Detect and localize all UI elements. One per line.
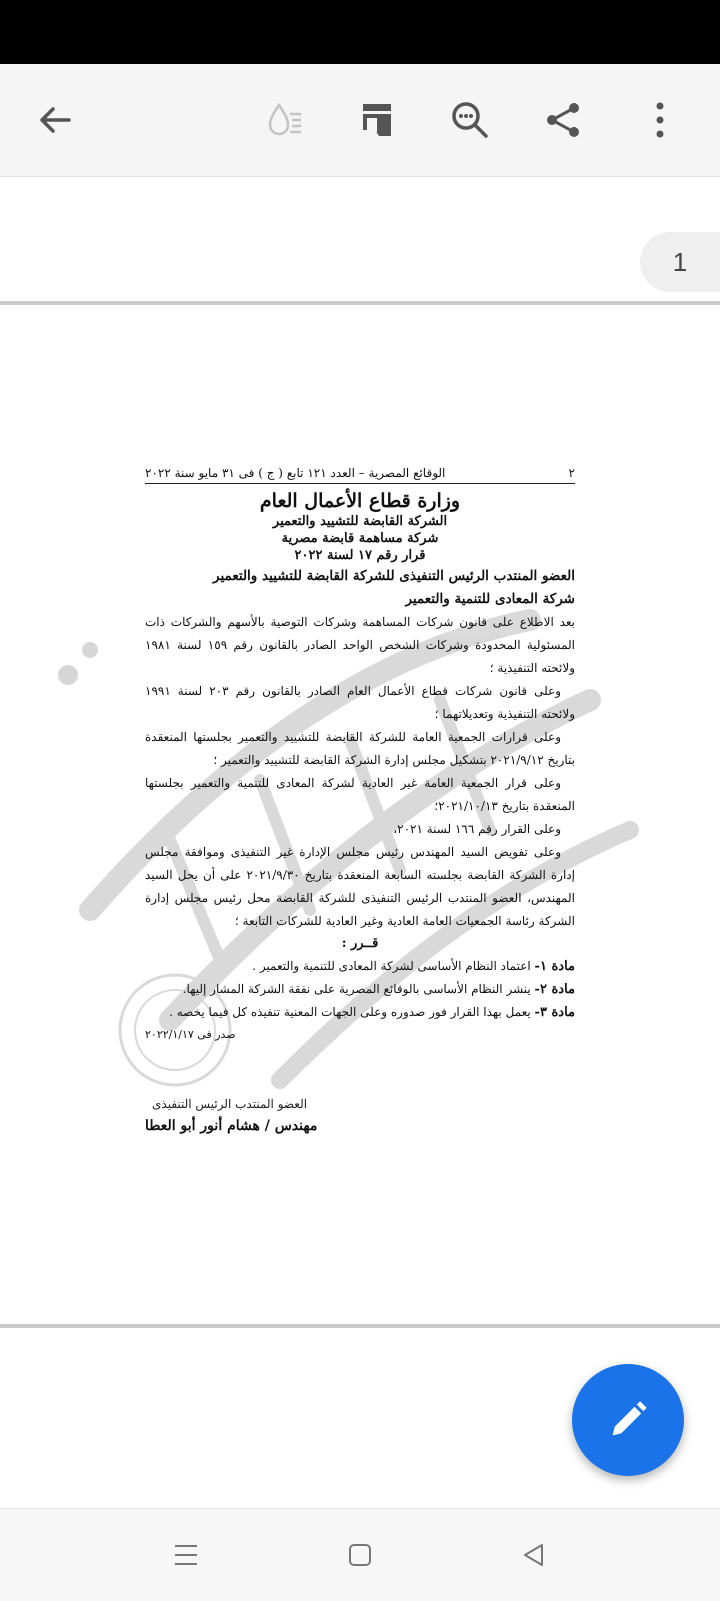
edit-pencil-icon: [606, 1398, 650, 1442]
running-header: [145, 466, 575, 484]
page-layout-icon: [357, 100, 397, 140]
preamble-paragraph: وعلى قرار الجمعية العامة غير العادية لشركة المعادى للتنمية والتعمير بجلستها المنعقدة بتاريخ ٢٠٢١/١٠/١٣؛: [145, 776, 575, 813]
page-layout-button[interactable]: [347, 90, 407, 150]
decision-number: قرار رقم ١٧ لسنة ٢٠٢٢: [294, 548, 426, 563]
article-1: [145, 955, 575, 978]
home-square-icon: [346, 1541, 374, 1569]
signature-name: مهندس / هشام أنور أبو العطا: [145, 1118, 318, 1134]
preamble-paragraph: وعلى قانون شركات قطاع الأعمال العام الصادر بالقانون رقم ٢٠٣ لسنة ١٩٩١ ولائحته التنفيذية وتعديلاتهما ؛: [145, 684, 575, 721]
article-label: مادة ٢-: [534, 982, 575, 997]
article-text: اعتماد النظام الأساسى لشركة المعادى للتنمية والتعمير .: [252, 959, 535, 973]
back-button[interactable]: [25, 90, 85, 150]
preamble-paragraph: وعلى قرارات الجمعية العامة للشركة القابضة للتشييد والتعمير بجلستها المنعقدة بتاريخ ٢٠٢١/٩/١٢ بتشكيل مجلس إدارة الشركة القابضة للتشييد والتعمير ؛: [145, 730, 575, 767]
article-label: مادة ٣-: [534, 1005, 575, 1020]
holding-company-name: الشركة القابضة للتشييد والتعمير: [272, 514, 448, 529]
page-separator-top: [0, 301, 720, 305]
article-label: مادة ١-: [534, 959, 575, 974]
recents-menu-icon: [172, 1541, 200, 1569]
top-toolbar: [0, 64, 720, 177]
recents-button[interactable]: [162, 1531, 210, 1579]
preamble-paragraph: وعلى تفويض السيد المهندس رئيس مجلس الإدارة غير التنفيذى وموافقة مجلس إدارة الشركة القابضة بجلسته السابعة المنعقدة بتاريخ ٢٠٢١/٩/٣٠ على أن يحل السيد المهندس، العضو المنتدب الرئيس التنفيذى للشركة القابضة محل رئيس مجلس إدارة الشركة رئاسة الجمعيات العامة العادية وغير العادية للشركات التابعة ؛: [145, 845, 575, 928]
edit-fab-button[interactable]: [572, 1364, 684, 1476]
preamble-paragraph: وعلى القرار رقم ١٦٦ لسنة ٢٠٢١،: [393, 822, 561, 836]
status-bar: [0, 0, 720, 64]
issued-date: صدر فى ٢٠٢٢/١/١٧: [145, 1028, 236, 1041]
share-button[interactable]: [533, 90, 593, 150]
page-separator-bottom: [0, 1324, 720, 1328]
subsidiary-name: شركة المعادى للتنمية والتعمير: [405, 591, 575, 607]
page-number-indicator: 1: [640, 232, 720, 292]
article-text: يعمل بهذا القرار فور صدوره وعلى الجهات المعنية تنفيذه كل فيما يخصه .: [169, 1005, 535, 1019]
share-icon: [543, 100, 583, 140]
article-3: [145, 1001, 575, 1024]
document-page: [145, 466, 575, 1046]
more-vert-icon: [640, 100, 680, 140]
article-2: [145, 978, 575, 1001]
back-triangle-icon: [520, 1541, 548, 1569]
search-icon: [450, 100, 490, 140]
home-button[interactable]: [336, 1531, 384, 1579]
back-arrow-icon: [35, 100, 75, 140]
reading-mode-icon: [265, 100, 305, 140]
page-number: ٢: [568, 466, 575, 480]
company-type: شركة مساهمة قابضة مصرية: [281, 531, 439, 546]
reading-mode-button[interactable]: [255, 90, 315, 150]
issuer-title: العضو المنتدب الرئيس التنفيذى للشركة القابضة للتشييد والتعمير: [213, 568, 575, 584]
back-nav-button[interactable]: [510, 1531, 558, 1579]
search-button[interactable]: [440, 90, 500, 150]
decided-heading: قــرر :: [341, 936, 379, 951]
preamble-paragraph: بعد الاطلاع على قانون شركات المساهمة وشركات التوصية بالأسهم والشركات ذات المسئولية المحدودة وشركات الشخص الواحد الصادر بالقانون رقم ١٥٩ لسنة ١٩٨١ ولائحته التنفيذية ؛: [145, 615, 576, 675]
system-navigation-bar: [0, 1508, 720, 1601]
signature-title: العضو المنتدب الرئيس التنفيذى: [152, 1097, 308, 1111]
article-text: ينشر النظام الأساسى بالوقائع المصرية على نفقة الشركة المشار إليها.: [182, 982, 535, 996]
gazette-header-text: الوقائع المصرية – العدد ١٢١ تابع ( ج ) فى ٣١ مايو سنة ٢٠٢٢: [145, 466, 446, 480]
more-options-button[interactable]: [630, 90, 690, 150]
ministry-title: وزارة قطاع الأعمال العام: [259, 490, 461, 512]
